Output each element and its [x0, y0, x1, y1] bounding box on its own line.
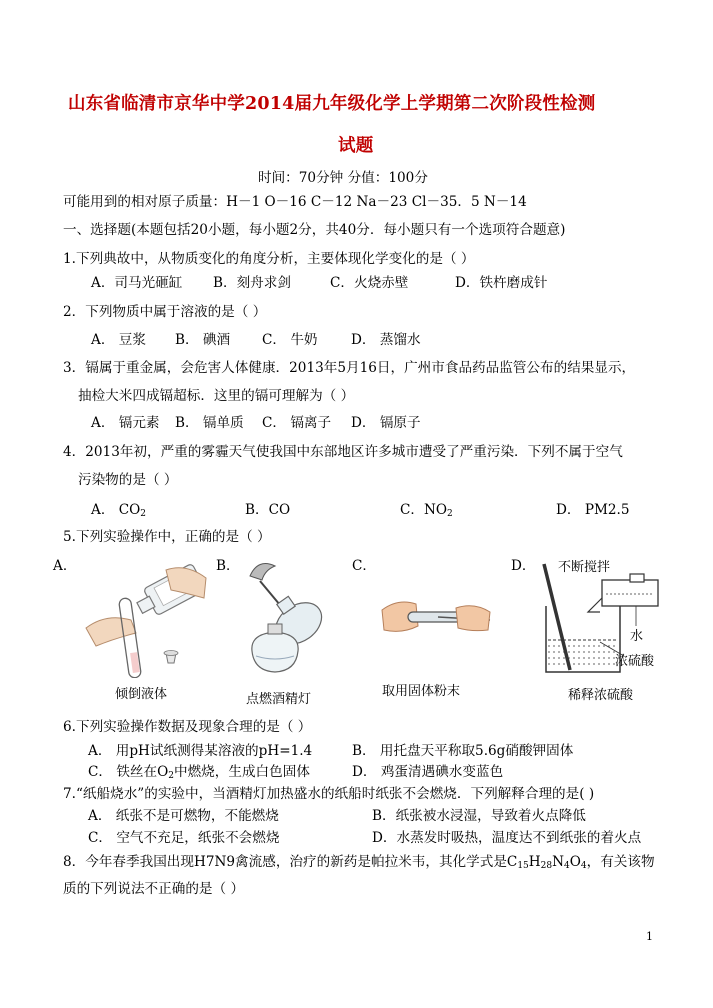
question-4-option-a: A． $CO_2$ — [91, 502, 147, 519]
question-1-stem: 1.下列典故中，从物质变化的角度分析，主要体现化学变化的是（ ） — [63, 251, 475, 267]
question-6-option-c: C． 铁丝在$O_2$中燃烧，生成白色固体 — [88, 764, 310, 781]
figure-alcohol-lamp — [230, 556, 330, 681]
figure-pouring-liquid — [76, 558, 216, 678]
question-5-label-b: B． — [216, 558, 240, 574]
exam-info: 时间：70分钟 分值：100分 — [258, 170, 428, 186]
question-4-option-c: C．$NO_2$ — [400, 502, 453, 519]
question-3-option-b: B． 镉单质 — [175, 415, 244, 431]
atomic-masses: 可能用到的相对原子质量：H－1 O－16 C－12 Na－23 Cl－35．5 N－14 — [63, 194, 527, 210]
figure-b-caption: 点燃酒精灯 — [246, 692, 312, 707]
question-3-stem-line2: 抽检大米四成镉超标．这里的镉可理解为（ ） — [78, 388, 355, 404]
question-6-stem: 6.下列实验操作数据及现象合理的是（ ） — [63, 719, 312, 735]
question-7-option-c: C． 空气不充足，纸张不会燃烧 — [88, 830, 280, 846]
question-6-option-a: A． 用pH试纸测得某溶液的pH=1.4 — [88, 743, 313, 759]
question-4-stem-line1: 4．2013年初，严重的雾霾天气使我国中东部地区许多城市遭受了严重污染．下列不属于空气 — [63, 444, 623, 460]
question-6-option-d: D． 鸡蛋清遇碘水变蓝色 — [352, 764, 504, 780]
question-8-stem-line2: 质的下列说法不正确的是（ ） — [63, 881, 245, 897]
exam-title-line1: 山东省临清市京华中学2014届九年级化学上学期第二次阶段性检测 — [68, 94, 596, 114]
figure-d-caption: 稀释浓硫酸 — [568, 688, 634, 703]
question-6-option-b: B． 用托盘天平称取5.6g硝酸钾固体 — [352, 743, 574, 759]
question-3-stem-line1: 3．镉属于重金属，会危害人体健康．2013年5月16日，广州市食品药品监管公布的结果显示， — [63, 360, 636, 376]
question-3-option-a: A． 镉元素 — [91, 415, 160, 431]
question-1-option-a: A．司马光砸缸 — [91, 275, 183, 291]
page-number: 1 — [646, 930, 653, 943]
question-5-label-d: D． — [511, 558, 536, 574]
figure-a-caption: 倾倒液体 — [115, 687, 168, 702]
figure-solid-powder — [378, 590, 498, 650]
question-2-option-a: A． 豆浆 — [91, 332, 146, 348]
question-2-option-b: B． 碘酒 — [175, 332, 231, 348]
figure-c-caption: 取用固体粉末 — [382, 684, 461, 699]
question-2-option-d: D． 蒸馏水 — [351, 332, 421, 348]
figure-d-label-acid: 浓硫酸 — [615, 654, 655, 669]
question-7-option-a: A． 纸张不是可燃物，不能燃烧 — [88, 808, 279, 824]
question-3-option-d: D． 镉原子 — [351, 415, 421, 431]
question-8-stem-line1: 8．今年春季我国出现H7N9禽流感，治疗的新药是帕拉米韦，其化学式是$C_{15}H_{28}N_4O_4$，有关该物 — [63, 854, 655, 871]
figure-d-label-water: 水 — [630, 629, 644, 644]
exam-title-line2: 试题 — [338, 136, 374, 156]
question-4-option-b: B．CO — [245, 502, 291, 518]
question-2-option-c: C． 牛奶 — [262, 332, 318, 348]
question-5-label-c: C． — [352, 558, 376, 574]
question-7-option-d: D．水蒸发时吸热，温度达不到纸张的着火点 — [372, 830, 642, 846]
question-1-option-c: C．火烧赤壁 — [330, 275, 409, 291]
question-4-stem-line2: 污染物的是（ ） — [78, 472, 178, 488]
question-3-option-c: C． 镉离子 — [262, 415, 332, 431]
question-4-option-d: D． PM2.5 — [556, 502, 630, 518]
question-7-option-b: B．纸张被水浸湿，导致着火点降低 — [372, 808, 586, 824]
section-heading: 一、选择题(本题包括20小题，每小题2分，共40分．每小题只有一个选项符合题意) — [63, 222, 566, 238]
question-5-label-a: A． — [53, 558, 77, 574]
question-7-stem: 7.“纸船烧水”的实验中，当酒精灯加热盛水的纸船时纸张不会燃烧．下列解释合理的是( ) — [63, 786, 595, 802]
question-5-stem: 5.下列实验操作中，正确的是（ ） — [63, 529, 271, 545]
question-1-option-b: B．刻舟求剑 — [213, 275, 291, 291]
figure-d-label-stir: 不断搅拌 — [558, 560, 611, 575]
question-1-option-d: D．铁杵磨成针 — [455, 275, 548, 291]
question-2-stem: 2．下列物质中属于溶液的是（ ） — [63, 304, 267, 320]
